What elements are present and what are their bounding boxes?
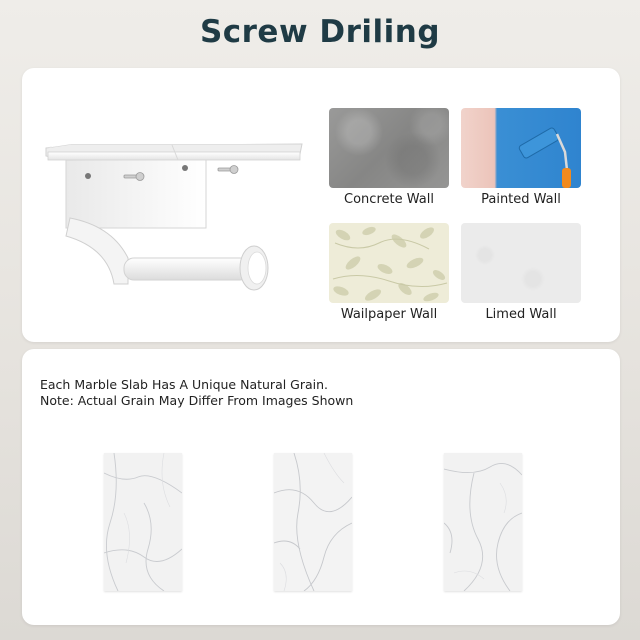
wallpaper-wall-label: Wailpaper Wall <box>340 307 438 322</box>
marble-slab-2 <box>274 453 352 591</box>
marble-note-line-1: Each Marble Slab Has A Unique Natural Grain. <box>40 377 329 392</box>
toilet-paper-holder-icon <box>42 108 312 328</box>
marble-note <box>40 377 353 409</box>
paint-roller-icon <box>461 108 581 188</box>
concrete-wall-swatch <box>329 108 449 188</box>
marble-grain-panel <box>22 349 620 625</box>
limed-wall-label: Limed Wall <box>485 307 557 322</box>
mounting-surfaces-panel <box>22 68 620 342</box>
marble-slab-1 <box>104 453 182 591</box>
limed-wall-swatch <box>461 223 581 303</box>
wallpaper-wall-swatch <box>329 223 449 303</box>
floral-pattern-icon <box>329 223 449 303</box>
concrete-wall-label: Concrete Wall <box>344 192 434 207</box>
marble-slab-3 <box>444 453 522 591</box>
marble-note-line-2: Note: Actual Grain May Differ From Images Shown <box>40 393 354 408</box>
painted-wall-label: Painted Wall <box>481 192 561 207</box>
painted-wall-swatch <box>461 108 581 188</box>
page-title: Screw Driling <box>199 14 441 50</box>
